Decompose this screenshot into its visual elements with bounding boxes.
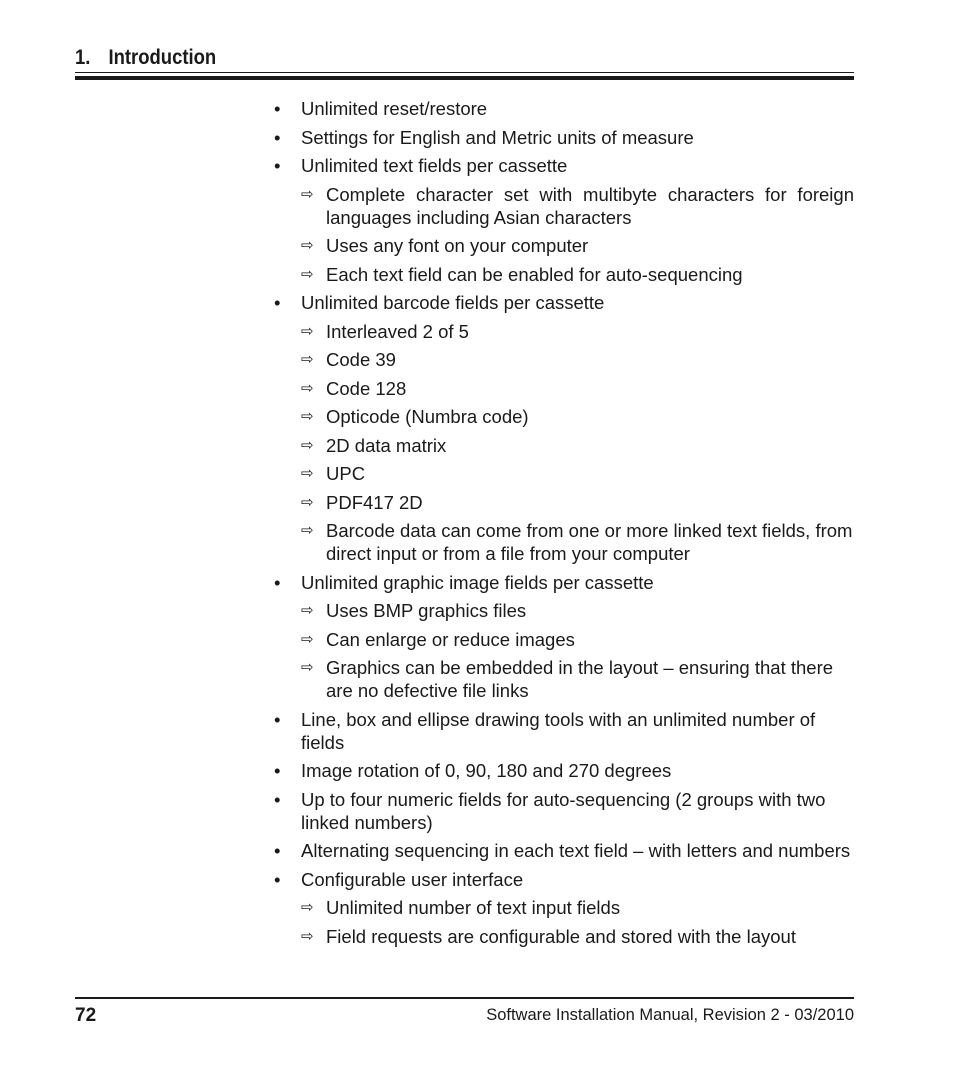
item-text: Barcode data can come from one or more linked text fields, from direct input or from a file from your computer [326,520,853,564]
sub-item [274,405,854,428]
arrow-right-icon: ⇨ [301,436,314,454]
sub-item [274,183,854,229]
item-text: Unlimited barcode fields per cassette [301,292,605,313]
item-text: Configurable user interface [301,868,524,890]
bullet-icon: • [274,571,281,593]
sub-item [274,234,854,257]
item-text: Each text field can be enabled for auto-sequencing [326,263,743,285]
sub-item [274,320,854,343]
sub-item [274,462,854,485]
item-text: Code 39 [326,349,396,370]
bullet-item [274,868,854,891]
arrow-right-icon: ⇨ [301,465,314,482]
item-text: Unlimited text fields per cassette [301,155,568,176]
bullet-item [274,291,854,314]
sub-item [274,519,854,565]
item-text: Image rotation of 0, 90, 180 and 270 degrees [301,760,672,781]
bullet-item [274,788,854,834]
item-text: Unlimited reset/restore [301,98,488,119]
item-text: Code 128 [326,377,407,399]
header-rule-thick [75,76,854,80]
item-text: Opticode (Numbra code) [326,406,529,427]
bullet-icon: • [274,155,281,176]
bullet-item [274,97,854,120]
item-text: Can enlarge or reduce images [326,628,575,650]
item-text: PDF417 2D [326,491,423,513]
sub-item [274,377,854,400]
item-text: Unlimited graphic image fields per cassette [301,571,654,593]
section-title: Introduction [108,46,217,69]
page-number: 72 [75,1005,97,1026]
arrow-right-icon: ⇨ [301,237,314,254]
sub-item [274,896,854,919]
footer-rule [75,997,854,999]
section-header [75,44,761,72]
arrow-right-icon: ⇨ [301,630,314,648]
arrow-right-icon: ⇨ [301,408,314,425]
arrow-right-icon: ⇨ [301,602,314,619]
arrow-right-icon: ⇨ [301,265,314,283]
item-text: Field requests are configurable and stored with the layout [326,925,796,947]
sub-item [274,263,854,286]
footer-document-title: Software Installation Manual, Revision 2 - 03/2010 [486,1006,854,1024]
sub-item [274,599,854,622]
item-text: 2D data matrix [326,434,447,456]
sub-item [274,925,854,948]
bullet-icon: • [274,840,281,861]
item-text: UPC [326,463,366,484]
sub-item [274,434,854,457]
arrow-right-icon: ⇨ [301,185,314,203]
item-text: Graphics can be embedded in the layout – ensuring that there are no defective file links [326,657,834,701]
item-text: Uses any font on your computer [326,235,589,256]
bullet-item [274,571,854,594]
bullet-icon: • [274,868,281,890]
section-number: 1. [75,46,91,69]
arrow-right-icon: ⇨ [301,351,314,368]
bullet-item [274,839,854,862]
bullet-icon: • [274,292,281,313]
bullet-item [274,759,854,782]
arrow-right-icon: ⇨ [301,659,314,676]
arrow-right-icon: ⇨ [301,927,314,945]
item-text: Line, box and ellipse drawing tools with an unlimited number of fields [301,708,816,753]
bullet-icon: • [274,126,281,148]
bullet-item [274,126,854,149]
bullet-icon: • [274,708,281,730]
item-text: Up to four numeric fields for auto-sequencing (2 groups with two linked numbers) [301,788,826,833]
item-text: Uses BMP graphics files [326,600,527,621]
arrow-right-icon: ⇨ [301,322,314,340]
bullet-icon: • [274,788,281,810]
bullet-icon: • [274,98,281,119]
sub-item [274,348,854,371]
arrow-right-icon: ⇨ [301,493,314,511]
bullet-icon: • [274,760,281,781]
header-rule-thin [75,72,854,73]
sub-item [274,628,854,651]
arrow-right-icon: ⇨ [301,899,314,916]
bullet-item [274,154,854,177]
item-text: Interleaved 2 of 5 [326,320,469,342]
item-text: Settings for English and Metric units of measure [301,126,694,148]
item-text: Alternating sequencing in each text field – with letters and numbers [301,840,851,861]
item-text: Complete character set with multibyte characters for foreign languages including Asian characters [326,183,854,228]
arrow-right-icon: ⇨ [301,522,314,539]
arrow-right-icon: ⇨ [301,379,314,397]
feature-list [274,97,854,953]
item-text: Unlimited number of text input fields [326,897,621,918]
sub-item [274,491,854,514]
bullet-item [274,708,854,754]
sub-item [274,656,854,702]
